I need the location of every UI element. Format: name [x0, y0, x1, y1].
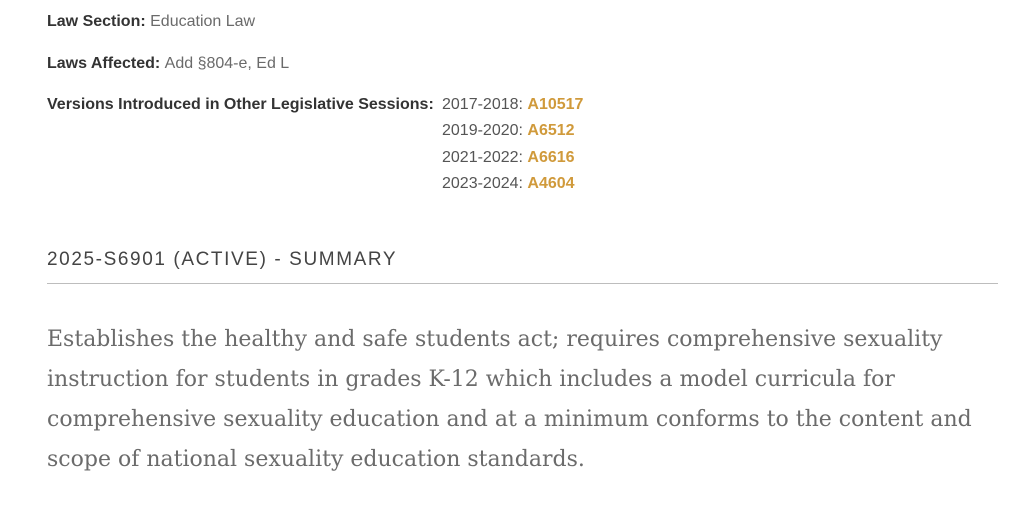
law-section-row	[47, 12, 255, 32]
summary-text: Establishes the healthy and safe students act; requires comprehensive sexuality instruction for students in grades K-12 which includes a model curricula for comprehensive sexuality education and at a minimum conforms to the content and scope of national sexuality education standards.	[47, 327, 972, 472]
version-bill-link[interactable]: A10517	[527, 96, 584, 113]
laws-affected-label: Laws Affected:	[47, 55, 165, 72]
version-session: 2019-2020:	[442, 122, 528, 140]
versions-list	[442, 95, 583, 200]
law-section-value: Education Law	[150, 13, 256, 30]
laws-affected-row	[47, 54, 289, 74]
version-item	[442, 95, 583, 121]
version-bill-link[interactable]: A6512	[527, 122, 575, 140]
law-section-label: Law Section:	[47, 13, 151, 30]
version-bill-link[interactable]: A4604	[527, 174, 575, 192]
version-item	[442, 148, 583, 174]
version-item	[442, 121, 583, 147]
version-item	[442, 174, 583, 200]
versions-label: Versions Introduced in Other Legislative Sessions:	[47, 96, 434, 113]
section-divider	[47, 283, 998, 284]
version-session: 2021-2022:	[442, 148, 528, 166]
version-bill-link[interactable]: A6616	[527, 148, 575, 166]
version-session: 2017-2018:	[442, 96, 528, 113]
versions-row	[47, 95, 434, 115]
laws-affected-value: Add §804-e, Ed L	[164, 55, 290, 72]
summary-heading: 2025-S6901 (ACTIVE) - SUMMARY	[47, 249, 398, 270]
version-session: 2023-2024:	[442, 174, 528, 192]
